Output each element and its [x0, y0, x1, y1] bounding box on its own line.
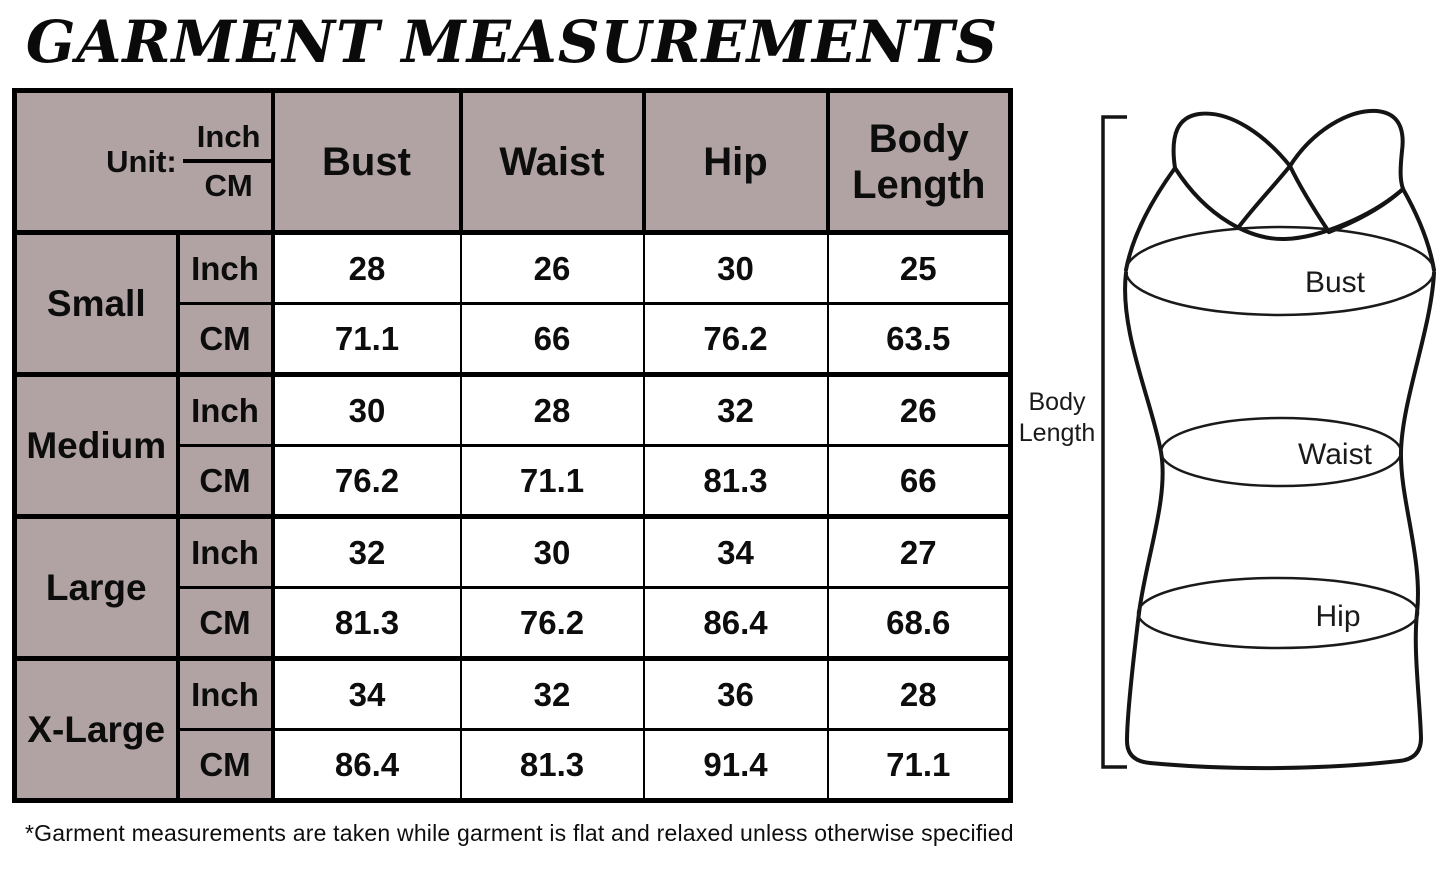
unit-fraction	[17, 119, 271, 203]
table-row	[15, 233, 1011, 304]
measurements-table	[12, 88, 1013, 803]
value-cell: 76.2	[273, 446, 461, 517]
body-length-label-line1: Body	[1028, 388, 1086, 416]
value-cell: 66	[461, 304, 644, 375]
inner-strap-right	[1290, 166, 1329, 232]
hip-ellipse	[1138, 578, 1418, 648]
value-cell: 30	[644, 233, 828, 304]
footnote: *Garment measurements are taken while garment is flat and relaxed unless otherwise specified	[25, 820, 1014, 846]
value-cell: 81.3	[273, 588, 461, 659]
value-cell: 36	[644, 659, 828, 730]
unit-cell: Inch	[178, 517, 273, 588]
unit-cell: Inch	[178, 233, 273, 304]
unit-cell: CM	[178, 730, 273, 801]
outer-strap-right	[1403, 189, 1434, 270]
right-petal	[1290, 111, 1403, 189]
table-row	[15, 517, 1011, 588]
body-length-bracket	[1103, 117, 1127, 767]
value-cell: 30	[461, 517, 644, 588]
value-cell: 81.3	[644, 446, 828, 517]
value-cell: 32	[644, 375, 828, 446]
inner-strap-left	[1238, 166, 1290, 228]
value-cell: 34	[273, 659, 461, 730]
value-cell: 32	[273, 517, 461, 588]
value-cell: 25	[828, 233, 1011, 304]
column-header-bust: Bust	[273, 91, 461, 233]
page-title: GARMENT MEASUREMENTS	[25, 8, 999, 76]
left-petal	[1174, 114, 1290, 168]
unit-label: Unit:	[106, 143, 177, 179]
size-label-medium: Medium	[15, 375, 178, 517]
bust-label: Bust	[1304, 266, 1366, 299]
value-cell: 63.5	[828, 304, 1011, 375]
column-header-hip: Hip	[644, 91, 828, 233]
column-header-waist: Waist	[461, 91, 644, 233]
value-cell: 66	[828, 446, 1011, 517]
value-cell: 28	[461, 375, 644, 446]
size-label-xlarge: X-Large	[15, 659, 178, 801]
value-cell: 28	[273, 233, 461, 304]
size-label-large: Large	[15, 517, 178, 659]
unit-cm-label: CM	[204, 168, 253, 203]
neckline-scoop	[1175, 168, 1403, 239]
waist-label: Waist	[1298, 438, 1372, 471]
unit-cell: Inch	[178, 375, 273, 446]
value-cell: 26	[461, 233, 644, 304]
garment-diagram	[1000, 90, 1445, 820]
value-cell: 68.6	[828, 588, 1011, 659]
value-cell: 71.1	[461, 446, 644, 517]
unit-cell: CM	[178, 588, 273, 659]
value-cell: 71.1	[273, 304, 461, 375]
garment-sketch	[1000, 90, 1445, 820]
unit-inch-label: Inch	[183, 119, 271, 163]
column-header-body-length: Body Length	[828, 91, 1011, 233]
hip-label: Hip	[1315, 600, 1361, 633]
value-cell: 32	[461, 659, 644, 730]
outer-strap-left	[1126, 168, 1175, 270]
value-cell: 26	[828, 375, 1011, 446]
unit-header-cell	[15, 91, 273, 233]
value-cell: 86.4	[644, 588, 828, 659]
unit-cell: CM	[178, 446, 273, 517]
value-cell: 71.1	[828, 730, 1011, 801]
value-cell: 76.2	[461, 588, 644, 659]
value-cell: 76.2	[644, 304, 828, 375]
value-cell: 28	[828, 659, 1011, 730]
size-label-small: Small	[15, 233, 178, 375]
value-cell: 34	[644, 517, 828, 588]
table-row	[15, 659, 1011, 730]
unit-cell: Inch	[178, 659, 273, 730]
garment-body-outline	[1125, 273, 1434, 768]
value-cell: 91.4	[644, 730, 828, 801]
value-cell: 86.4	[273, 730, 461, 801]
value-cell: 27	[828, 517, 1011, 588]
value-cell: 81.3	[461, 730, 644, 801]
table-row	[15, 375, 1011, 446]
value-cell: 30	[273, 375, 461, 446]
header-row	[15, 91, 1011, 233]
unit-cell: CM	[178, 304, 273, 375]
body-length-label-line2: Length	[1018, 419, 1096, 447]
